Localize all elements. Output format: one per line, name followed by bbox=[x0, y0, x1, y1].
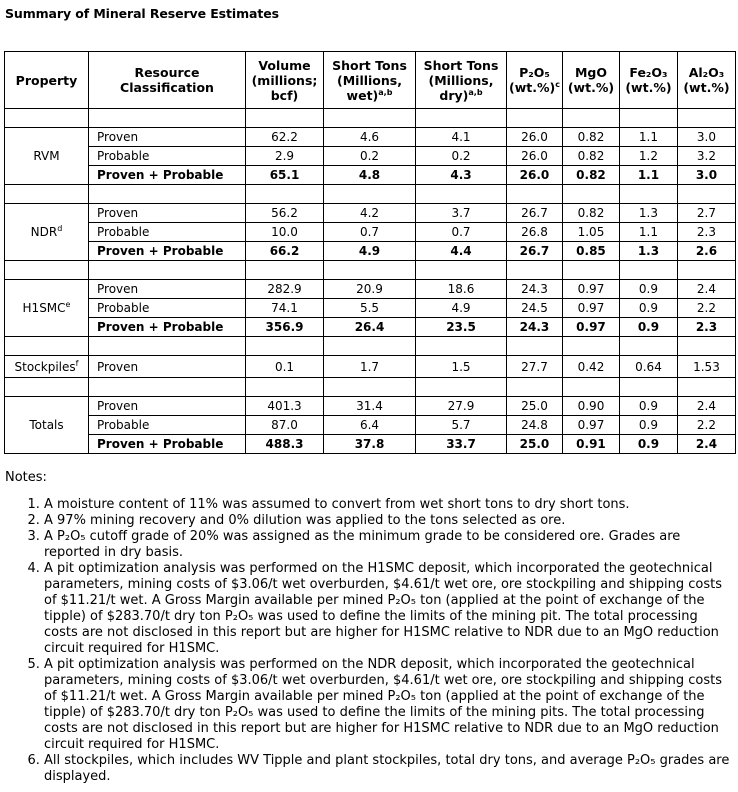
table-body bbox=[5, 109, 736, 454]
classification-cell: Probable bbox=[89, 299, 246, 318]
volume-cell: 488.3 bbox=[246, 435, 324, 454]
empty-cell bbox=[89, 185, 246, 204]
wet-cell: 4.2 bbox=[324, 204, 416, 223]
wet-cell: 37.8 bbox=[324, 435, 416, 454]
property-cell bbox=[5, 280, 89, 337]
dry-cell: 4.1 bbox=[416, 128, 507, 147]
p2o5-cell: 25.0 bbox=[507, 397, 563, 416]
fe2o3-cell: 0.9 bbox=[619, 397, 677, 416]
empty-cell bbox=[677, 261, 735, 280]
empty-cell bbox=[416, 261, 507, 280]
mgo-cell: 0.42 bbox=[562, 356, 619, 378]
col-header-al2o3: Al₂O₃ (wt.%) bbox=[677, 52, 735, 109]
wet-cell: 0.7 bbox=[324, 223, 416, 242]
p2o5-cell: 24.3 bbox=[507, 280, 563, 299]
property-cell bbox=[5, 356, 89, 378]
p2o5-cell: 26.7 bbox=[507, 204, 563, 223]
empty-cell bbox=[507, 109, 563, 128]
classification-cell: Proven bbox=[89, 280, 246, 299]
footnote-marker: d bbox=[57, 224, 63, 233]
dry-cell: 1.5 bbox=[416, 356, 507, 378]
empty-cell bbox=[562, 378, 619, 397]
classification-cell: Probable bbox=[89, 147, 246, 166]
empty-cell bbox=[677, 378, 735, 397]
volume-cell: 56.2 bbox=[246, 204, 324, 223]
volume-cell: 87.0 bbox=[246, 416, 324, 435]
page-title: Summary of Mineral Reserve Estimates bbox=[5, 6, 279, 21]
wet-cell: 26.4 bbox=[324, 318, 416, 337]
p2o5-cell: 27.7 bbox=[507, 356, 563, 378]
note-item: 2. A 97% mining recovery and 0% dilution was applied to the tons selected as ore. bbox=[44, 513, 734, 529]
p2o5-cell: 26.0 bbox=[507, 166, 563, 185]
spacer-row bbox=[5, 261, 736, 280]
empty-cell bbox=[324, 109, 416, 128]
volume-cell: 65.1 bbox=[246, 166, 324, 185]
p2o5-cell: 24.8 bbox=[507, 416, 563, 435]
empty-cell bbox=[416, 109, 507, 128]
mgo-cell: 0.82 bbox=[562, 128, 619, 147]
volume-cell: 66.2 bbox=[246, 242, 324, 261]
footnote-marker: f bbox=[75, 358, 79, 368]
dry-cell: 4.3 bbox=[416, 166, 507, 185]
empty-cell bbox=[246, 337, 324, 356]
al2o3-cell: 2.6 bbox=[677, 242, 735, 261]
fe2o3-cell: 1.1 bbox=[619, 128, 677, 147]
al2o3-cell: 3.2 bbox=[677, 147, 735, 166]
empty-cell bbox=[5, 378, 89, 397]
volume-cell: 74.1 bbox=[246, 299, 324, 318]
empty-cell bbox=[562, 109, 619, 128]
mgo-cell: 0.91 bbox=[562, 435, 619, 454]
table-row bbox=[5, 299, 736, 318]
volume-cell: 356.9 bbox=[246, 318, 324, 337]
empty-cell bbox=[89, 337, 246, 356]
al2o3-cell: 1.53 bbox=[677, 356, 735, 378]
fe2o3-cell: 1.3 bbox=[619, 242, 677, 261]
al2o3-cell: 2.2 bbox=[677, 299, 735, 318]
table-row bbox=[5, 397, 736, 416]
al2o3-cell: 2.4 bbox=[677, 280, 735, 299]
note-item: 6. All stockpiles, which includes WV Tipple and plant stockpiles, total dry tons, and average P₂O₅ grades are displayed. bbox=[44, 753, 734, 785]
empty-cell bbox=[89, 378, 246, 397]
wet-cell: 20.9 bbox=[324, 280, 416, 299]
empty-cell bbox=[562, 185, 619, 204]
fe2o3-cell: 0.9 bbox=[619, 416, 677, 435]
al2o3-cell: 2.4 bbox=[677, 435, 735, 454]
table-row bbox=[5, 204, 736, 223]
dry-cell: 27.9 bbox=[416, 397, 507, 416]
volume-cell: 401.3 bbox=[246, 397, 324, 416]
property-cell bbox=[5, 128, 89, 185]
col-header-volume: Volume (millions; bcf) bbox=[246, 52, 324, 109]
empty-cell bbox=[562, 337, 619, 356]
wet-cell: 0.2 bbox=[324, 147, 416, 166]
dry-cell: 23.5 bbox=[416, 318, 507, 337]
fe2o3-cell: 0.9 bbox=[619, 299, 677, 318]
dry-cell: 5.7 bbox=[416, 416, 507, 435]
property-cell bbox=[5, 397, 89, 454]
col-header-property: Property bbox=[5, 52, 89, 109]
property-name: Totals bbox=[29, 418, 64, 432]
mgo-cell: 0.97 bbox=[562, 318, 619, 337]
empty-cell bbox=[324, 185, 416, 204]
al2o3-cell: 2.3 bbox=[677, 223, 735, 242]
table-row bbox=[5, 416, 736, 435]
property-name: H1SMC bbox=[22, 301, 66, 315]
wet-cell: 6.4 bbox=[324, 416, 416, 435]
table-row bbox=[5, 318, 736, 337]
fe2o3-cell: 0.64 bbox=[619, 356, 677, 378]
classification-cell: Proven bbox=[89, 204, 246, 223]
mgo-cell: 0.82 bbox=[562, 147, 619, 166]
table-row bbox=[5, 223, 736, 242]
note-item: 3. A P₂O₅ cutoff grade of 20% was assigned as the minimum grade to be considered ore. Grades are reported in dry basis. bbox=[44, 529, 734, 561]
mgo-cell: 0.97 bbox=[562, 416, 619, 435]
p2o5-cell: 26.0 bbox=[507, 128, 563, 147]
empty-cell bbox=[507, 337, 563, 356]
classification-cell: Proven bbox=[89, 397, 246, 416]
spacer-row bbox=[5, 185, 736, 204]
col-header-dry-tons: Short Tons (Millions, dry)$^{a,b}$ bbox=[416, 52, 507, 109]
wet-cell: 5.5 bbox=[324, 299, 416, 318]
empty-cell bbox=[619, 378, 677, 397]
al2o3-cell: 2.2 bbox=[677, 416, 735, 435]
empty-cell bbox=[507, 185, 563, 204]
mgo-cell: 0.90 bbox=[562, 397, 619, 416]
property-cell bbox=[5, 204, 89, 261]
wet-cell: 31.4 bbox=[324, 397, 416, 416]
fe2o3-cell: 1.3 bbox=[619, 204, 677, 223]
volume-cell: 282.9 bbox=[246, 280, 324, 299]
reserves-table bbox=[4, 51, 736, 454]
dry-cell: 0.2 bbox=[416, 147, 507, 166]
mgo-cell: 0.82 bbox=[562, 204, 619, 223]
fe2o3-cell: 0.9 bbox=[619, 435, 677, 454]
footnote-marker: e bbox=[65, 300, 71, 309]
table-row bbox=[5, 280, 736, 299]
classification-cell: Proven + Probable bbox=[89, 435, 246, 454]
fe2o3-cell: 1.1 bbox=[619, 166, 677, 185]
empty-cell bbox=[677, 109, 735, 128]
table-row bbox=[5, 128, 736, 147]
table-row bbox=[5, 435, 736, 454]
empty-cell bbox=[5, 337, 89, 356]
al2o3-cell: 2.3 bbox=[677, 318, 735, 337]
empty-cell bbox=[246, 378, 324, 397]
volume-cell: 62.2 bbox=[246, 128, 324, 147]
empty-cell bbox=[5, 109, 89, 128]
mgo-cell: 0.85 bbox=[562, 242, 619, 261]
col-header-mgo: MgO (wt.%) bbox=[562, 52, 619, 109]
header-row bbox=[5, 52, 736, 109]
wet-cell: 4.8 bbox=[324, 166, 416, 185]
classification-cell: Proven + Probable bbox=[89, 318, 246, 337]
mgo-cell: 1.05 bbox=[562, 223, 619, 242]
empty-cell bbox=[324, 378, 416, 397]
dry-cell: 4.4 bbox=[416, 242, 507, 261]
empty-cell bbox=[5, 185, 89, 204]
property-name: RVM bbox=[33, 149, 60, 163]
dry-cell: 0.7 bbox=[416, 223, 507, 242]
fe2o3-cell: 1.2 bbox=[619, 147, 677, 166]
fe2o3-cell: 0.9 bbox=[619, 318, 677, 337]
p2o5-cell: 24.5 bbox=[507, 299, 563, 318]
empty-cell bbox=[246, 261, 324, 280]
empty-cell bbox=[619, 109, 677, 128]
wet-cell: 4.6 bbox=[324, 128, 416, 147]
empty-cell bbox=[246, 109, 324, 128]
volume-cell: 2.9 bbox=[246, 147, 324, 166]
notes-label: Notes: bbox=[5, 470, 47, 485]
wet-cell: 4.9 bbox=[324, 242, 416, 261]
mgo-cell: 0.97 bbox=[562, 280, 619, 299]
volume-cell: 10.0 bbox=[246, 223, 324, 242]
classification-cell: Proven + Probable bbox=[89, 166, 246, 185]
col-header-fe2o3: Fe₂O₃ (wt.%) bbox=[619, 52, 677, 109]
wet-cell: 1.7 bbox=[324, 356, 416, 378]
empty-cell bbox=[619, 337, 677, 356]
dry-cell: 33.7 bbox=[416, 435, 507, 454]
dry-cell: 4.9 bbox=[416, 299, 507, 318]
empty-cell bbox=[416, 185, 507, 204]
table-row bbox=[5, 147, 736, 166]
empty-cell bbox=[246, 185, 324, 204]
classification-cell: Proven bbox=[89, 128, 246, 147]
note-item: 1. A moisture content of 11% was assumed to convert from wet short tons to dry short tons. bbox=[44, 497, 734, 513]
classification-cell: Proven + Probable bbox=[89, 242, 246, 261]
dry-cell: 3.7 bbox=[416, 204, 507, 223]
empty-cell bbox=[89, 109, 246, 128]
p2o5-cell: 26.7 bbox=[507, 242, 563, 261]
al2o3-cell: 3.0 bbox=[677, 128, 735, 147]
empty-cell bbox=[324, 261, 416, 280]
spacer-row bbox=[5, 378, 736, 397]
spacer-row bbox=[5, 337, 736, 356]
p2o5-cell: 25.0 bbox=[507, 435, 563, 454]
volume-cell: 0.1 bbox=[246, 356, 324, 378]
empty-cell bbox=[507, 378, 563, 397]
empty-cell bbox=[324, 337, 416, 356]
mgo-cell: 0.97 bbox=[562, 299, 619, 318]
mgo-cell: 0.82 bbox=[562, 166, 619, 185]
col-header-classification: Resource Classification bbox=[89, 52, 246, 109]
al2o3-cell: 2.7 bbox=[677, 204, 735, 223]
property-name: Stockpiles bbox=[14, 359, 76, 374]
classification-cell: Probable bbox=[89, 416, 246, 435]
dry-cell: 18.6 bbox=[416, 280, 507, 299]
col-header-wet-tons: Short Tons (Millions, wet)$^{a,b}$ bbox=[324, 52, 416, 109]
empty-cell bbox=[562, 261, 619, 280]
empty-cell bbox=[677, 185, 735, 204]
empty-cell bbox=[5, 261, 89, 280]
p2o5-cell: 26.0 bbox=[507, 147, 563, 166]
empty-cell bbox=[416, 378, 507, 397]
col-header-p2o5: P₂O₅ $(wt.\%)^c$ bbox=[507, 52, 563, 109]
classification-cell: Proven bbox=[89, 356, 246, 378]
fe2o3-cell: 1.1 bbox=[619, 223, 677, 242]
empty-cell bbox=[89, 261, 246, 280]
al2o3-cell: 2.4 bbox=[677, 397, 735, 416]
note-item: 5. A pit optimization analysis was performed on the NDR deposit, which incorporated the geotechnical parameters, mining costs of $3.06/t wet overburden, $4.61/t wet ore, ore stockpiling and shipping costs of $11.21/t wet. A Gross Margin available per mined P₂O₅ ton (applied at the point of exchange of the tipple) of $283.70/t dry ton P₂O₅ was used to define the limits of the mining pits. The total processing costs are not disclosed in this report but are higher for H1SMC relative to NDR due to an MgO reduction circuit required for H1SMC. bbox=[44, 657, 734, 753]
fe2o3-cell: 0.9 bbox=[619, 280, 677, 299]
empty-cell bbox=[677, 337, 735, 356]
table-row bbox=[5, 356, 736, 378]
table-row bbox=[5, 166, 736, 185]
classification-cell: Probable bbox=[89, 223, 246, 242]
table-row bbox=[5, 242, 736, 261]
notes-list bbox=[0, 497, 734, 785]
empty-cell bbox=[619, 261, 677, 280]
note-item: 4. A pit optimization analysis was performed on the H1SMC deposit, which incorporated the geotechnical parameters, mining costs of $3.06/t wet overburden, $4.61/t wet ore, ore stockpiling and shipping costs of $11.21/t wet. A Gross Margin available per mined P₂O₅ ton (applied at the point of exchange of the tipple) of $283.70/t dry ton P₂O₅ was used to define the limits of the mining pit. The total processing costs are not disclosed in this report but are higher for H1SMC relative to NDR due to an MgO reduction circuit required for H1SMC. bbox=[44, 561, 734, 657]
al2o3-cell: 3.0 bbox=[677, 166, 735, 185]
p2o5-cell: 26.8 bbox=[507, 223, 563, 242]
empty-cell bbox=[416, 337, 507, 356]
property-name: NDR bbox=[30, 225, 58, 239]
empty-cell bbox=[619, 185, 677, 204]
p2o5-cell: 24.3 bbox=[507, 318, 563, 337]
empty-cell bbox=[507, 261, 563, 280]
spacer-row bbox=[5, 109, 736, 128]
